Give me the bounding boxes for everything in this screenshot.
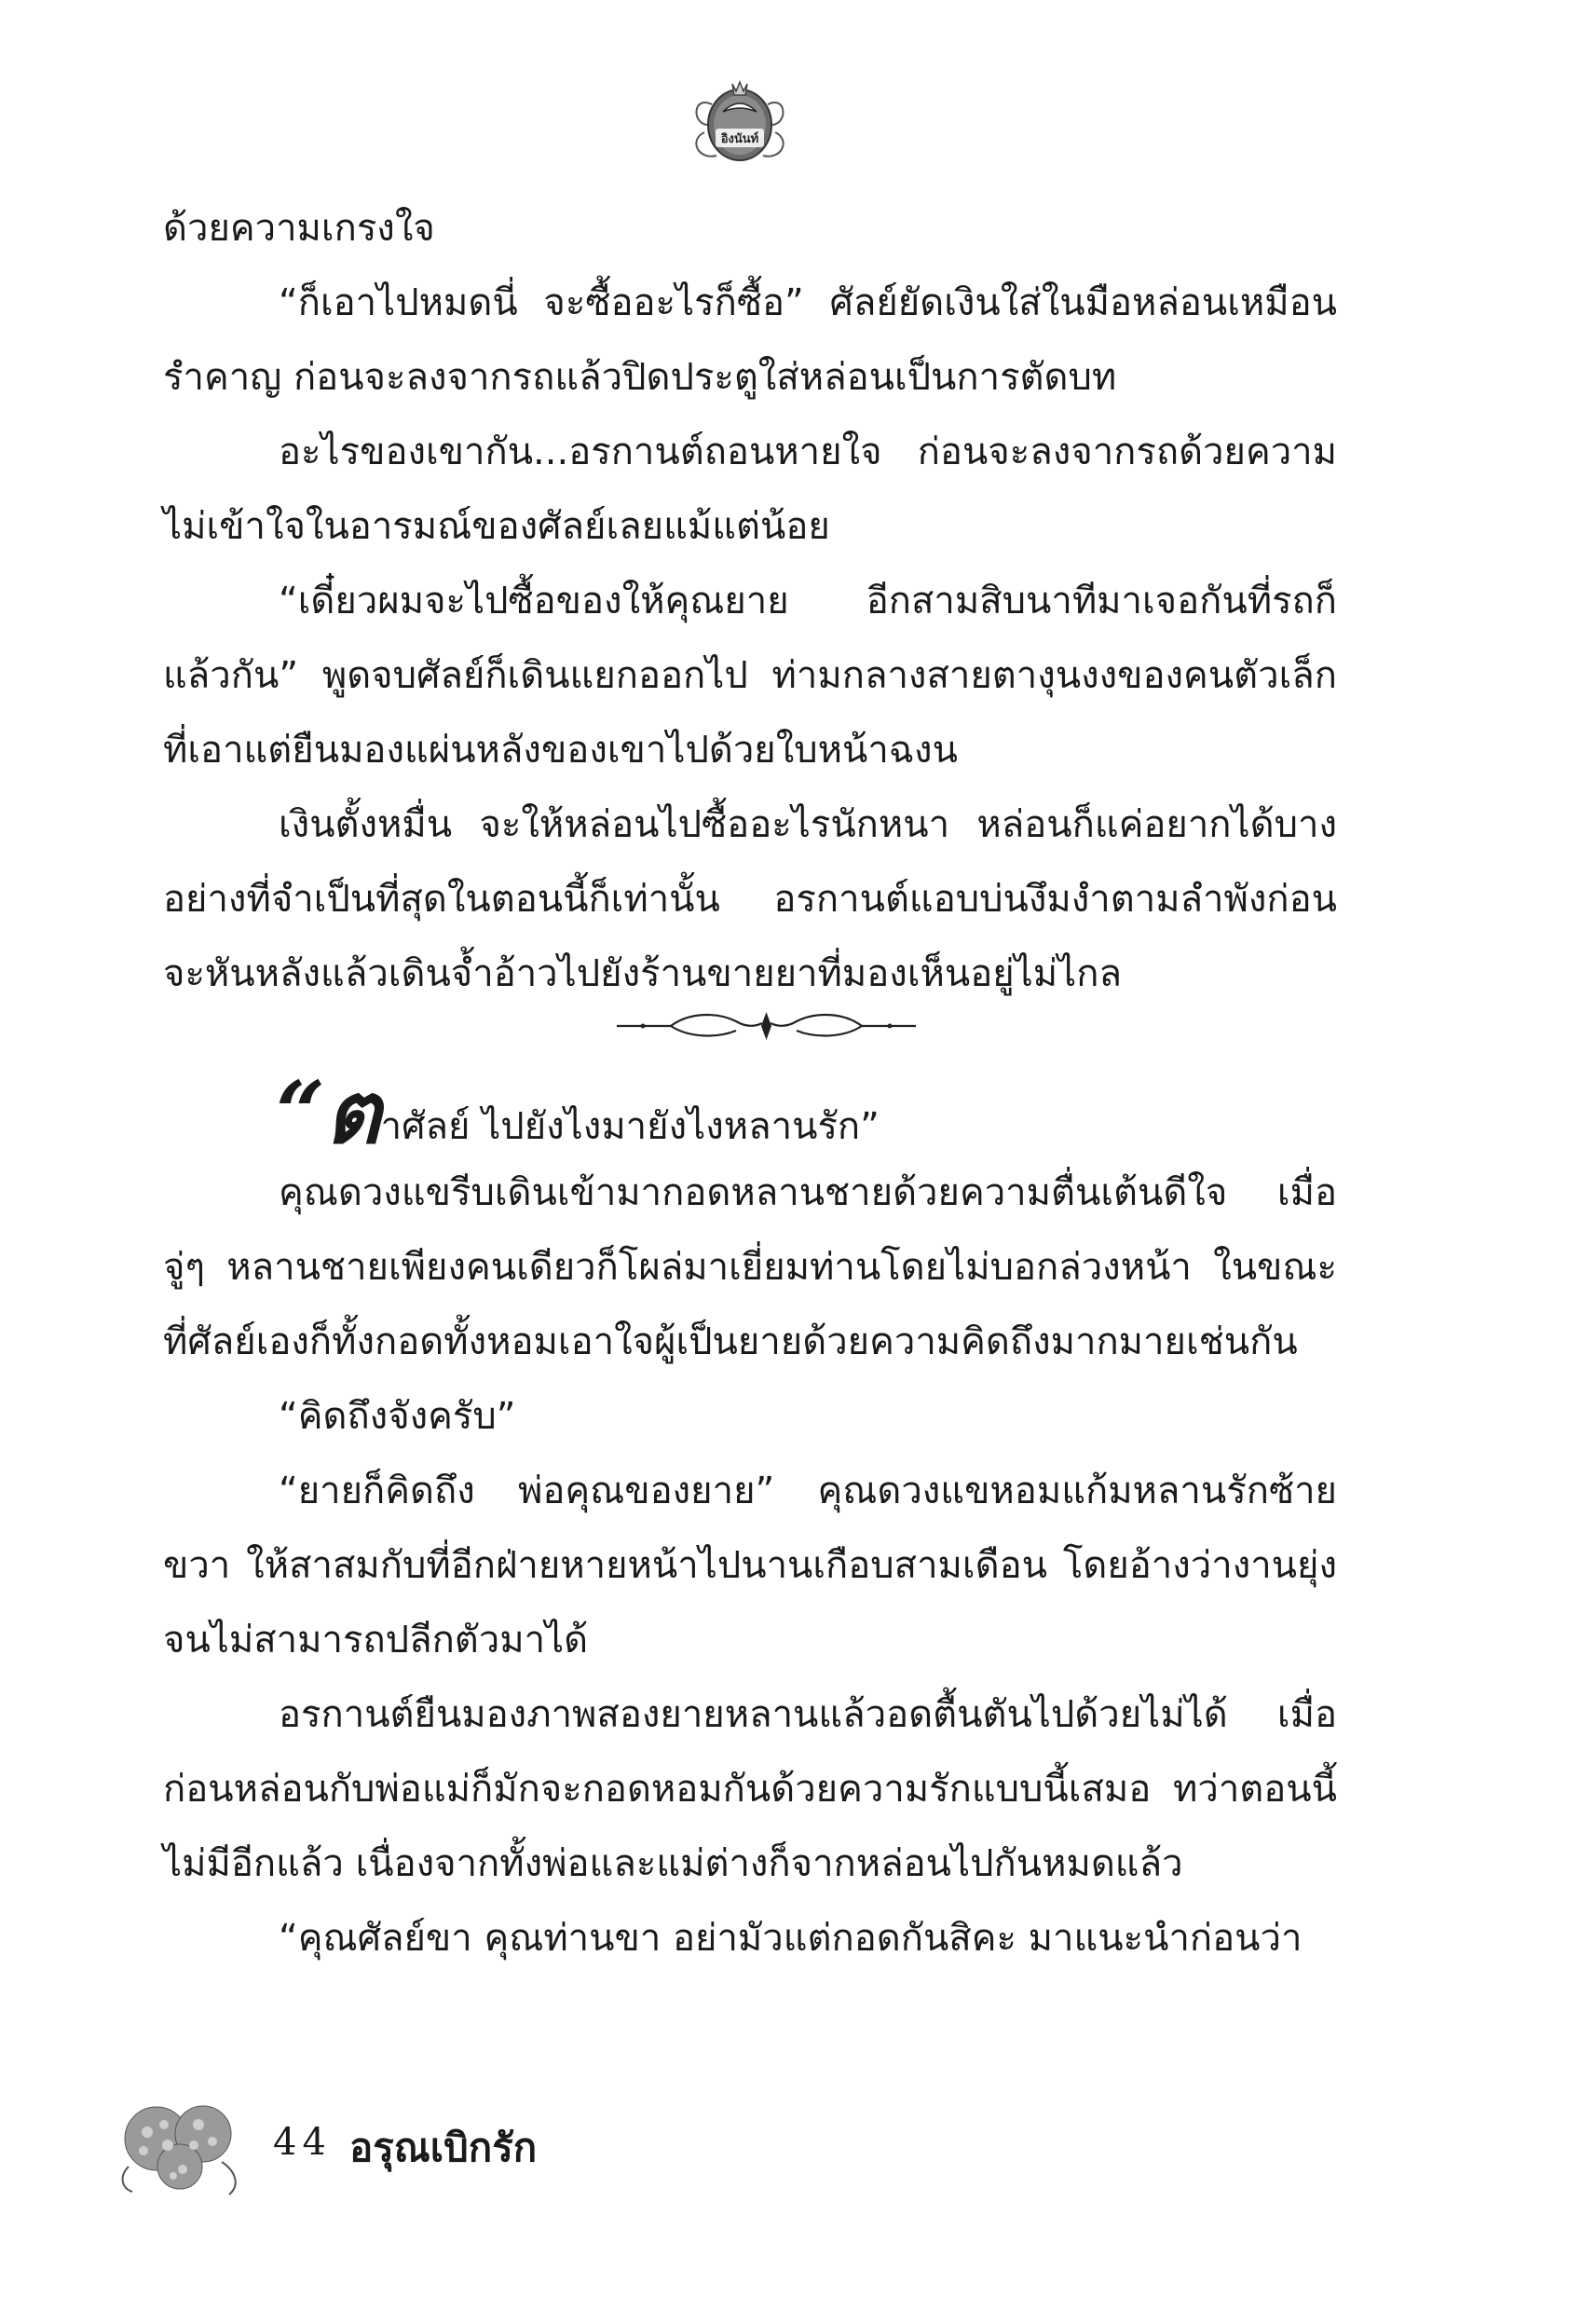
chapter-opening-text: าศัลย์ ไปยังไงมายังไงหลานรัก” — [380, 1105, 880, 1148]
paragraph: “เดี๋ยวผมจะไปซื้อของให้คุณยาย อีกสามสิบนาทีมาเจอกันที่รถก็แล้วกัน” พูดจบศัลย์ก็เดินแยกออกไป ท่ามกลางสายตางุนงงของคนตัวเล็กที่เอาแต่ยืนมองแผ่นหลังของเขาไปด้วยใบหน้าฉงน — [163, 580, 1337, 772]
chapter-opening-line — [276, 1062, 1338, 1163]
ornamental-divider-icon — [615, 1006, 918, 1046]
publisher-logo-icon — [684, 67, 796, 177]
paragraph: “คิดถึงจังครับ” — [279, 1395, 516, 1438]
marigold-flower-icon — [110, 2087, 250, 2199]
paragraph: คุณดวงแขรีบเดินเข้ามากอดหลานชายด้วยความตื่นเต้นดีใจ เมื่อจู่ๆ หลานชายเพียงคนเดียวก็โผล่มาเยี่ยมท่านโดยไม่บอกล่วงหน้า ในขณะที่ศัลย์เองก็ทั้งกอดทั้งหอมเอาใจผู้เป็นยายด้วยความคิดถึงมากมายเช่นกัน — [163, 1171, 1337, 1363]
paragraph: อรกานต์ยืนมองภาพสองยายหลานแล้วอดตื้นตันไปด้วยไม่ได้ เมื่อก่อนหล่อนกับพ่อแม่ก็มักจะกอดหอมกันด้วยความรักแบบนี้เสมอ ทว่าตอนนี้ไม่มีอีกแล้ว เนื่องจากทั้งพ่อและแม่ต่างก็จากหล่อนไปกันหมดแล้ว — [163, 1693, 1337, 1885]
paragraph: เงินตั้งหมื่น จะให้หล่อนไปซื้ออะไรนักหนา หล่อนก็แค่อยากได้บางอย่างที่จำเป็นที่สุดในตอนนี้ก็เท่านั้น อรกานต์แอบบ่นงึมงำตามลำพังก่อนจะหันหลังแล้วเดินจ้ำอ้าวไปยังร้านขายยาที่มองเห็นอยู่ไม่ไกล — [163, 803, 1337, 995]
logo-text: อิงนันท์ — [720, 132, 759, 146]
paragraph: “คุณศัลย์ขา คุณท่านขา อย่ามัวแต่กอดกันสิคะ มาแนะนำก่อนว่า — [279, 1917, 1303, 1960]
paragraph: อะไรของเขากัน...อรกานต์ถอนหายใจ ก่อนจะลงจากรถด้วยความไม่เข้าใจในอารมณ์ของศัลย์เลยแม้แต่น้อย — [163, 431, 1337, 548]
paragraph: ด้วยความเกรงใจ — [163, 207, 435, 250]
bottom-text-block — [163, 1156, 1337, 1976]
paragraph: “ก็เอาไปหมดนี่ จะซื้ออะไรก็ซื้อ” ศัลย์ยัดเงินใส่ในมือหล่อนเหมือนรำคาญ ก่อนจะลงจากรถแล้วปิดประตูใส่หล่อนเป็นการตัดบท — [163, 281, 1337, 399]
paragraph: “ยายก็คิดถึง พ่อคุณของยาย” คุณดวงแขหอมแก้มหลานรักซ้ายขวา ให้สาสมกับที่อีกฝ่ายหายหน้าไปนานเกือบสามเดือน โดยอ้างว่างานยุ่งจนไม่สามารถปลีกตัวมาได้ — [163, 1470, 1337, 1661]
page-number: 44 — [273, 2121, 332, 2164]
drop-cap: “ต — [276, 1062, 381, 1163]
top-text-block — [163, 191, 1337, 1011]
book-title: อรุณเบิกรัก — [349, 2125, 538, 2170]
